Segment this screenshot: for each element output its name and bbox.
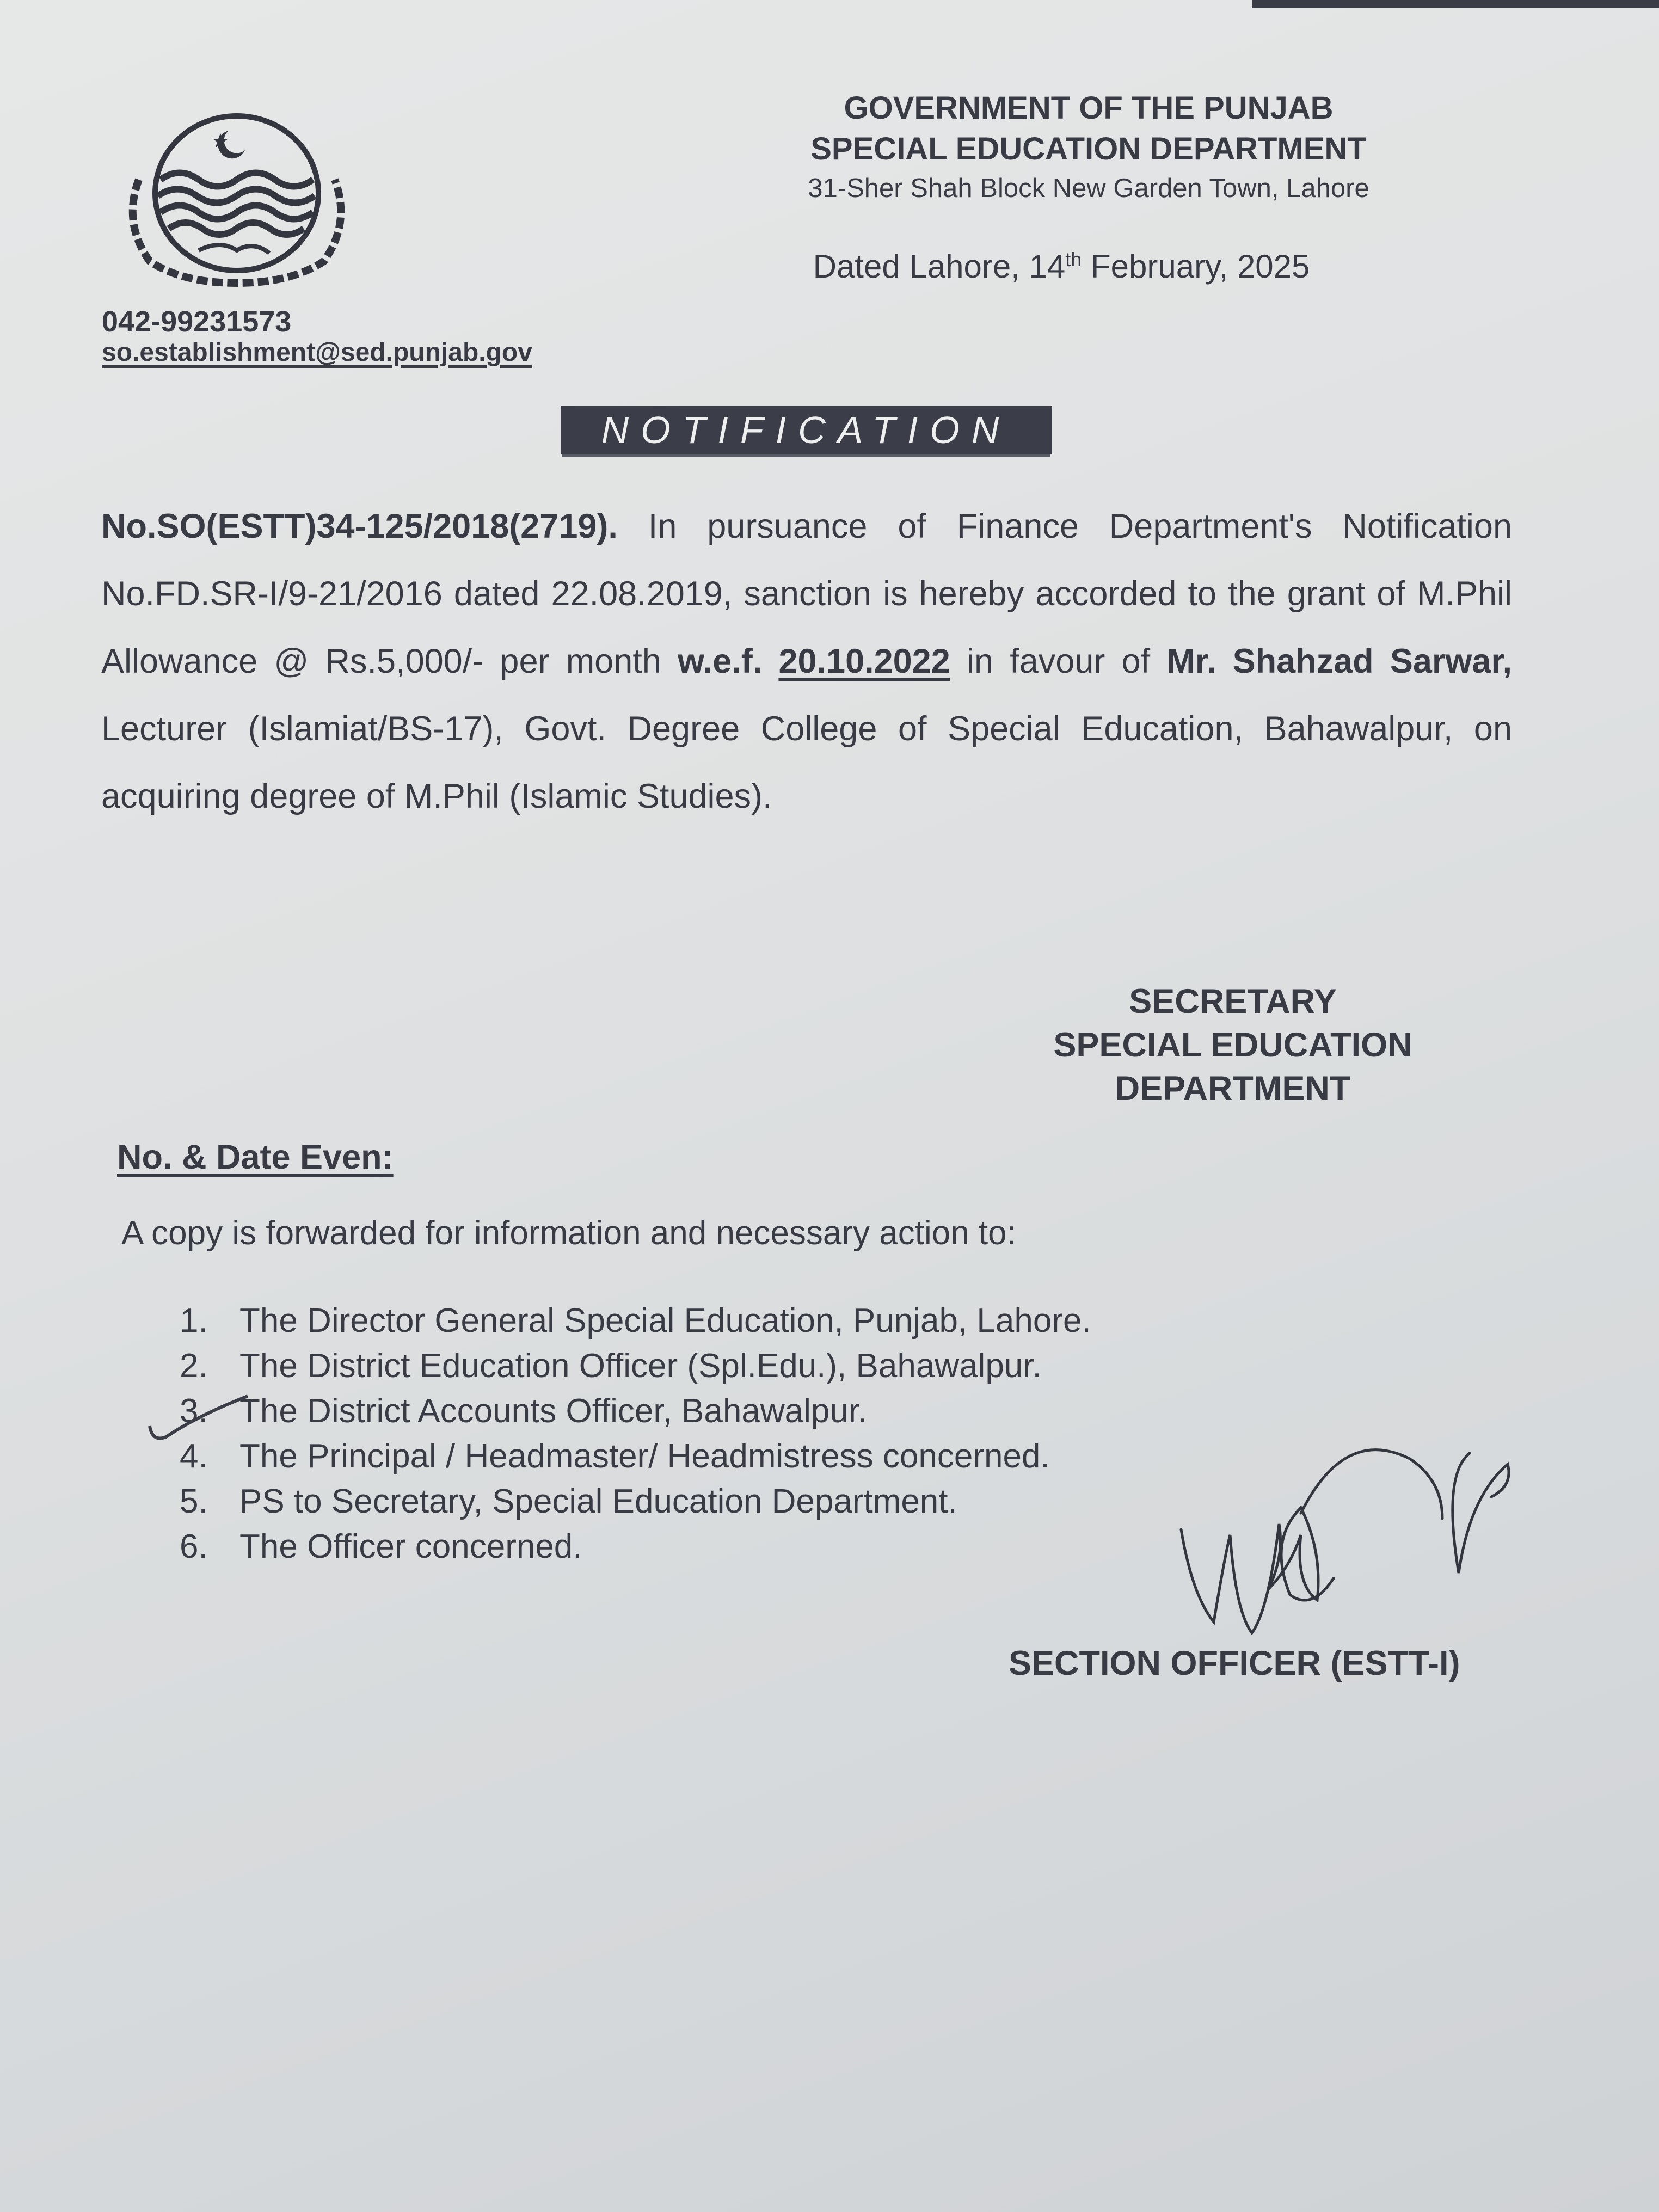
item-text: The District Accounts Officer, Bahawalpur. (239, 1392, 868, 1430)
item-number: 2. (180, 1347, 208, 1385)
photo-edge (1252, 0, 1659, 8)
email-link[interactable]: so.establishment@sed.punjab.gov (102, 338, 532, 367)
body-text-1: In pursuance of Finance Department's Notification No.FD.SR-I/9-21/2016 dated 22.08.2019, sanction is hereby accorded to the grant of M.Phil Allowance @ Rs.5,000/- per month (101, 507, 1512, 680)
item-number: 4. (180, 1437, 208, 1475)
copy-heading: No. & Date Even: (117, 1138, 394, 1176)
secretary-line: SPECIAL EDUCATION (1053, 1026, 1412, 1064)
item-text: The Officer concerned. (239, 1528, 582, 1565)
distribution-list (180, 1298, 1091, 1569)
body-text-2: in favour of (950, 642, 1167, 680)
item-number: 6. (180, 1528, 208, 1565)
secretary-line: DEPARTMENT (1115, 1070, 1351, 1108)
header-address: 31-Sher Shah Block New Garden Town, Lahore (808, 174, 1369, 203)
date-line (626, 248, 1497, 285)
item-number: 3. (180, 1392, 208, 1430)
copy-intro: A copy is forwarded for information and necessary action to: (121, 1214, 1016, 1252)
list-item (180, 1479, 1091, 1524)
punjab-emblem-logo (117, 109, 357, 288)
notification-body (101, 493, 1512, 830)
date-rest: February, 2025 (1082, 248, 1310, 285)
list-item (180, 1343, 1091, 1388)
list-item (180, 1298, 1091, 1343)
list-item (180, 1524, 1091, 1569)
effective-date: 20.10.2022 (778, 642, 950, 680)
header-government: GOVERNMENT OF THE PUNJAB (844, 90, 1334, 126)
item-text: The Principal / Headmaster/ Headmistress concerned. (239, 1437, 1050, 1475)
notification-title: NOTIFICATION (561, 406, 1052, 454)
list-item (180, 1434, 1091, 1479)
phone-number: 042-99231573 (102, 305, 292, 338)
item-number: 1. (180, 1302, 208, 1340)
header-department: SPECIAL EDUCATION DEPARTMENT (810, 131, 1367, 167)
wef-label: w.e.f. (678, 642, 763, 680)
date-suffix-sup: th (1065, 248, 1082, 271)
list-item (180, 1388, 1091, 1434)
item-number: 5. (180, 1483, 208, 1520)
date-prefix: Dated Lahore, 14 (813, 248, 1066, 285)
signature-icon (1165, 1437, 1524, 1644)
item-text: The Director General Special Education, Punjab, Lahore. (239, 1302, 1091, 1340)
section-officer-title: SECTION OFFICER (ESTT-I) (1009, 1644, 1460, 1682)
employee-name: Mr. Shahzad Sarwar, (1166, 642, 1512, 680)
reference-number: No.SO(ESTT)34-125/2018(2719). (101, 507, 618, 545)
item-text: PS to Secretary, Special Education Department. (239, 1483, 957, 1520)
checkmark-icon (142, 1382, 261, 1448)
body-text-3: Lecturer (Islamiat/BS-17), Govt. Degree College of Special Education, Bahawalpur, on acquiring degree of M.Phil (Islamic Studies). (101, 710, 1512, 815)
secretary-line: SECRETARY (1129, 982, 1337, 1021)
secretary-block (980, 980, 1486, 1110)
item-text: The District Education Officer (Spl.Edu.), Bahawalpur. (239, 1347, 1042, 1385)
